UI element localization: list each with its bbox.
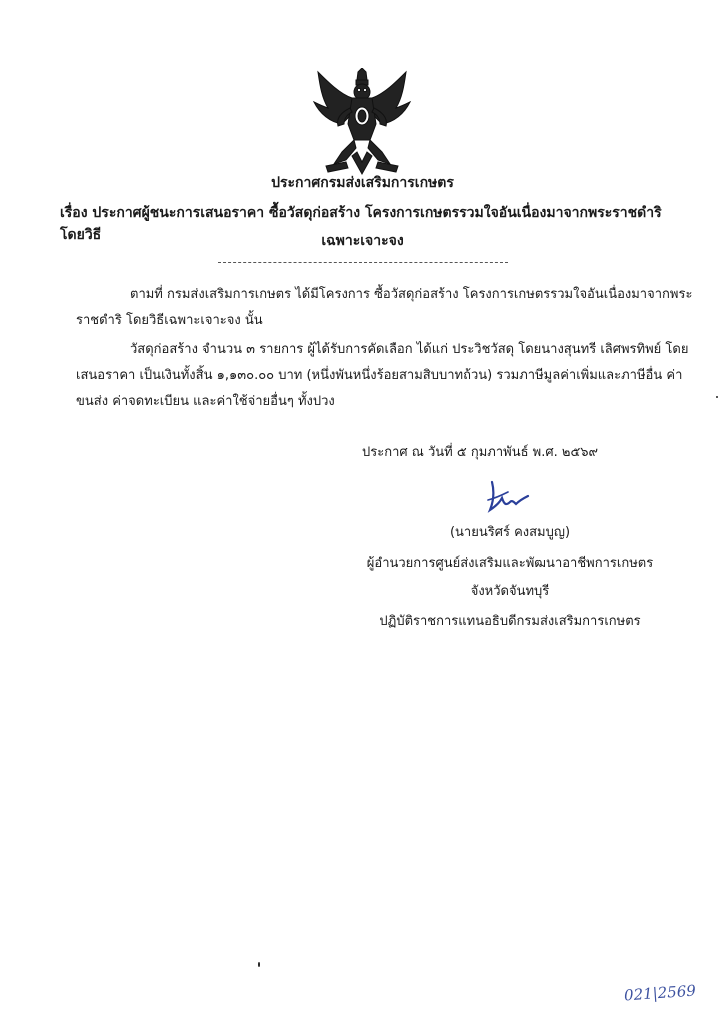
agency-title: ประกาศกรมส่งเสริมการเกษตร xyxy=(271,175,454,191)
paragraph-2-line-3: ขนส่ง ค่าจดทะเบียน และค่าใช้จ่ายอื่นๆ ทั้งปวง xyxy=(76,394,335,409)
subject-line-1: เรื่อง ประกาศผู้ชนะการเสนอราคา ซื้อวัสดุก่อสร้าง โครงการเกษตรรวมใจอันเนื่องมาจากพระราชดำริ โดยวิธี xyxy=(60,205,662,243)
signatory-position-1: ผู้อำนวยการศูนย์ส่งเสริมและพัฒนาอาชีพการเกษตร xyxy=(366,556,654,571)
handwritten-signature xyxy=(482,480,532,516)
subject-line-2: เฉพาะเจาะจง xyxy=(321,233,404,249)
header-divider xyxy=(218,262,508,263)
scan-speck xyxy=(258,962,260,967)
garuda-emblem-icon xyxy=(312,68,412,176)
paragraph-2-line-2: เสนอราคา เป็นเงินทั้งสิ้น ๑,๑๓๐.๐๐ บาท (หนึ่งพันหนึ่งร้อยสามสิบบาทถ้วน) รวมภาษีมูลค่าเพิ่มและภาษีอื่น ค่า xyxy=(76,368,683,383)
paragraph-1-line-1: ตามที่ กรมส่งเสริมการเกษตร ได้มีโครงการ ซื้อวัสดุก่อสร้าง โครงการเกษตรรวมใจอันเนื่องมาจากพระ xyxy=(130,287,693,302)
announcement-date: ประกาศ ณ วันที่ ๕ กุมภาพันธ์ พ.ศ. ๒๕๖๙ xyxy=(362,445,599,460)
signatory-position-2: จังหวัดจันทบุรี xyxy=(470,584,550,599)
handwritten-note: 021|2569 xyxy=(623,981,697,1005)
scan-speck xyxy=(716,396,718,398)
signatory-name: (นายนริศร์ คงสมบูญ) xyxy=(449,525,571,540)
paragraph-2-line-1: วัสดุก่อสร้าง จำนวน ๓ รายการ ผู้ได้รับการคัดเลือก ได้แก่ ประวิชวัสดุ โดยนางสุนทรี เลิศพรทิพย์ โดย xyxy=(130,342,689,357)
paragraph-1-line-2: ราชดำริ โดยวิธีเฉพาะเจาะจง นั้น xyxy=(76,313,263,328)
signatory-position-3: ปฏิบัติราชการแทนอธิบดีกรมส่งเสริมการเกษตร xyxy=(379,614,641,629)
